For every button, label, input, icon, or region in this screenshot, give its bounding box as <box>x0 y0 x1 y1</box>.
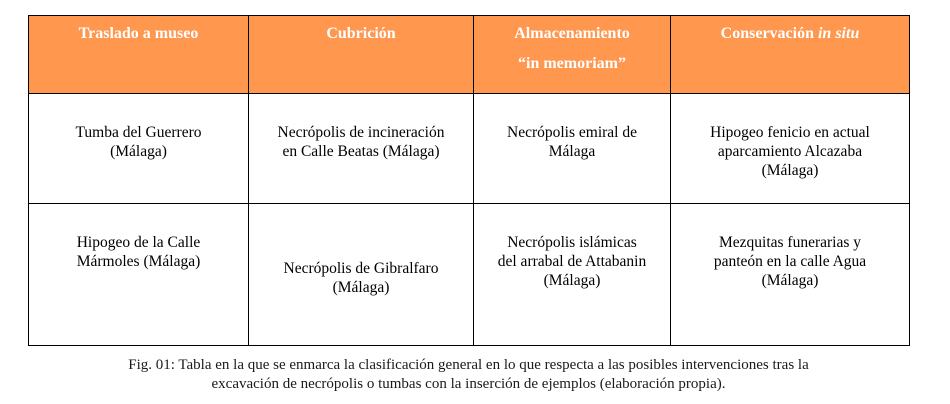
cell-text: (Málaga) <box>761 162 819 179</box>
cell-text: Hipogeo fenicio en actual <box>710 124 870 141</box>
header-conservacion-in-situ <box>671 16 910 94</box>
table-cell <box>249 94 474 204</box>
cell-text: Tumba del Guerrero <box>75 124 202 141</box>
cell-text: Necrópolis islámicas <box>507 234 637 251</box>
table-header-row <box>29 16 910 94</box>
header-almacenamiento-in-memoriam <box>474 16 671 94</box>
cell-text: Mezquitas funerarias y <box>718 234 862 251</box>
cell-text: (Málaga) <box>543 272 601 289</box>
cell-text: en Calle Beatas (Málaga) <box>282 143 440 160</box>
cell-text: Necrópolis de Gibralfaro <box>283 260 439 277</box>
cell-text: (Málaga) <box>761 272 819 289</box>
cell-text: Málaga <box>548 143 596 160</box>
classification-table <box>28 15 910 346</box>
table-cell <box>29 204 249 346</box>
table-cell <box>671 94 910 204</box>
cell-text: Mármoles (Málaga) <box>76 253 201 270</box>
cell-text: Necrópolis de incineración <box>277 124 445 141</box>
cell-text: aparcamiento Alcazaba <box>717 143 863 160</box>
cell-text: Hipogeo de la Calle <box>76 234 201 251</box>
caption-line-1: Fig. 01: Tabla en la que se enmarca la clasificación general en lo que respecta a las posibles intervenciones tras la <box>128 357 809 373</box>
table-row <box>29 204 910 346</box>
cell-text: (Málaga) <box>332 279 390 296</box>
cell-text: Necrópolis emiral de <box>507 124 637 141</box>
table-cell <box>29 94 249 204</box>
table-cell <box>671 204 910 346</box>
table-cell <box>474 204 671 346</box>
header-label <box>677 19 903 49</box>
table-row <box>29 94 910 204</box>
header-label: Cubrición <box>326 25 396 42</box>
figure-caption <box>28 356 909 394</box>
header-label-text: Conservación <box>720 25 818 42</box>
table-cell <box>249 204 474 346</box>
header-label-italic: in situ <box>817 25 860 42</box>
table-cell <box>474 94 671 204</box>
header-label-line-1: Almacenamiento <box>514 25 630 42</box>
cell-text: panteón en la calle Agua <box>713 253 867 270</box>
cell-text: (Málaga) <box>110 143 167 160</box>
header-cubricion <box>249 16 474 94</box>
header-traslado-a-museo <box>29 16 249 94</box>
caption-line-2: excavación de necrópolis o tumbas con la inserción de ejemplos (elaboración propia). <box>211 376 726 392</box>
cell-text: del arrabal de Attabanin <box>497 253 647 270</box>
header-label: Traslado a museo <box>78 25 199 42</box>
header-label-line-2: “in memoriam” <box>518 55 626 72</box>
